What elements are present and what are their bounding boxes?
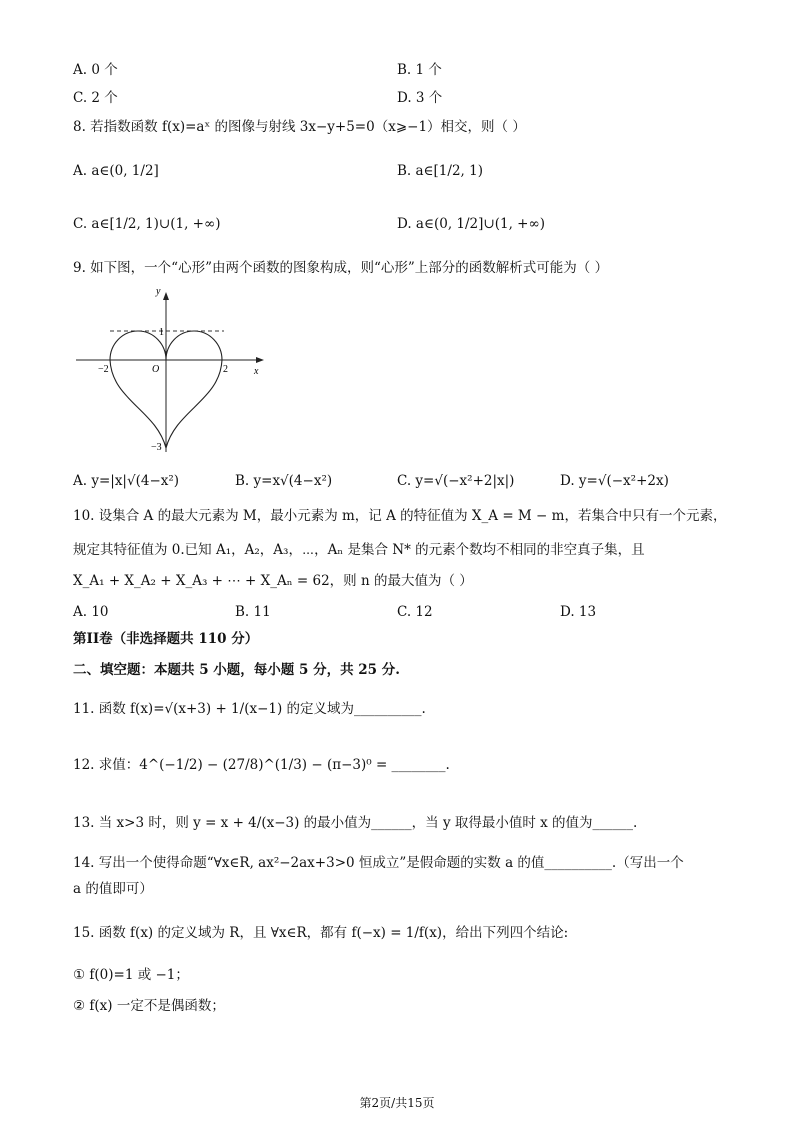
- q15-item2: ② f(x) 一定不是偶函数；: [73, 998, 225, 1014]
- y-axis-arrow: [163, 292, 169, 300]
- x-axis-arrow: [256, 357, 264, 363]
- q10-line3: X_A₁ + X_A₂ + X_A₃ + ⋯ + X_Aₙ = 62，则 n 的最大值为（ ）: [73, 573, 473, 589]
- q8-stem: 8. 若指数函数 f(x)=aˣ 的图像与射线 3x−y+5=0（x⩾−1）相交，则（ ）: [73, 119, 526, 135]
- q11: 11. 函数 f(x)=√(x+3) + 1/(x−1) 的定义域为__________.: [73, 701, 426, 717]
- x-axis-label: x: [254, 366, 259, 377]
- q8-option-a: A. a∈(0, 1/2]: [73, 163, 159, 179]
- q9-option-b: B. y=x√(4−x²): [235, 473, 333, 489]
- q7-option-d: D. 3 个: [397, 90, 443, 106]
- q14-line2: a 的值即可）: [73, 881, 153, 897]
- q9-option-c: C. y=√(−x²+2|x|): [397, 473, 515, 489]
- q12: 12. 求值：4^(−1/2) − (27/8)^(1/3) − (π−3)⁰ = ________.: [73, 757, 450, 773]
- q7-option-b: B. 1 个: [397, 62, 442, 78]
- q8-option-c: C. a∈[1/2, 1)∪(1, +∞): [73, 216, 221, 232]
- origin-label: O: [152, 364, 160, 375]
- q13: 13. 当 x>3 时，则 y = x + 4/(x−3) 的最小值为______，当 y 取得最小值时 x 的值为______.: [73, 815, 638, 831]
- tick-label-one: 1: [159, 327, 164, 338]
- heart-figure: [76, 282, 270, 454]
- q9-stem: 9. 如下图，一个“心形”由两个函数的图象构成，则“心形”上部分的函数解析式可能为（ ）: [73, 260, 609, 276]
- q14-line1: 14. 写出一个使得命题“∀x∈R, ax²−2ax+3>0 恒成立”是假命题的实数 a 的值__________.（写出一个: [73, 855, 684, 871]
- q9-option-a: A. y=|x|√(4−x²): [73, 473, 180, 489]
- section-title: 第II卷（非选择题共 110 分）: [73, 631, 259, 647]
- tick-label-neg-three: −3: [151, 442, 162, 453]
- q10-option-a: A. 10: [73, 604, 109, 620]
- q9-option-d: D. y=√(−x²+2x): [560, 473, 669, 489]
- q10-option-d: D. 13: [560, 604, 597, 620]
- q7-option-c: C. 2 个: [73, 90, 118, 106]
- tick-label-two: 2: [223, 364, 228, 375]
- q10-line2: 规定其特征值为 0.已知 A₁，A₂，A₃，⋯，Aₙ 是集合 N* 的元素个数均不相同的非空真子集，且: [73, 542, 645, 558]
- section-subtitle: 二、填空题：本题共 5 小题，每小题 5 分，共 25 分.: [73, 662, 400, 678]
- page-footer: 第2页/共15页: [359, 1096, 435, 1110]
- tick-label-neg-two: −2: [98, 364, 109, 375]
- q7-option-a: A. 0 个: [73, 62, 118, 78]
- q8-option-d: D. a∈(0, 1/2]∪(1, +∞): [397, 216, 545, 232]
- q15-stem: 15. 函数 f(x) 的定义域为 R，且 ∀x∈R，都有 f(−x) = 1/f(x)，给出下列四个结论:: [73, 925, 569, 941]
- q10-option-b: B. 11: [235, 604, 271, 620]
- q10-option-c: C. 12: [397, 604, 433, 620]
- q10-line1: 10. 设集合 A 的最大元素为 M，最小元素为 m，记 A 的特征值为 X_A = M − m，若集合中只有一个元素，: [73, 508, 727, 524]
- q15-item1: ① f(0)=1 或 −1；: [73, 967, 189, 983]
- y-axis-label: y: [156, 286, 161, 297]
- q8-option-b: B. a∈[1/2, 1): [397, 163, 483, 179]
